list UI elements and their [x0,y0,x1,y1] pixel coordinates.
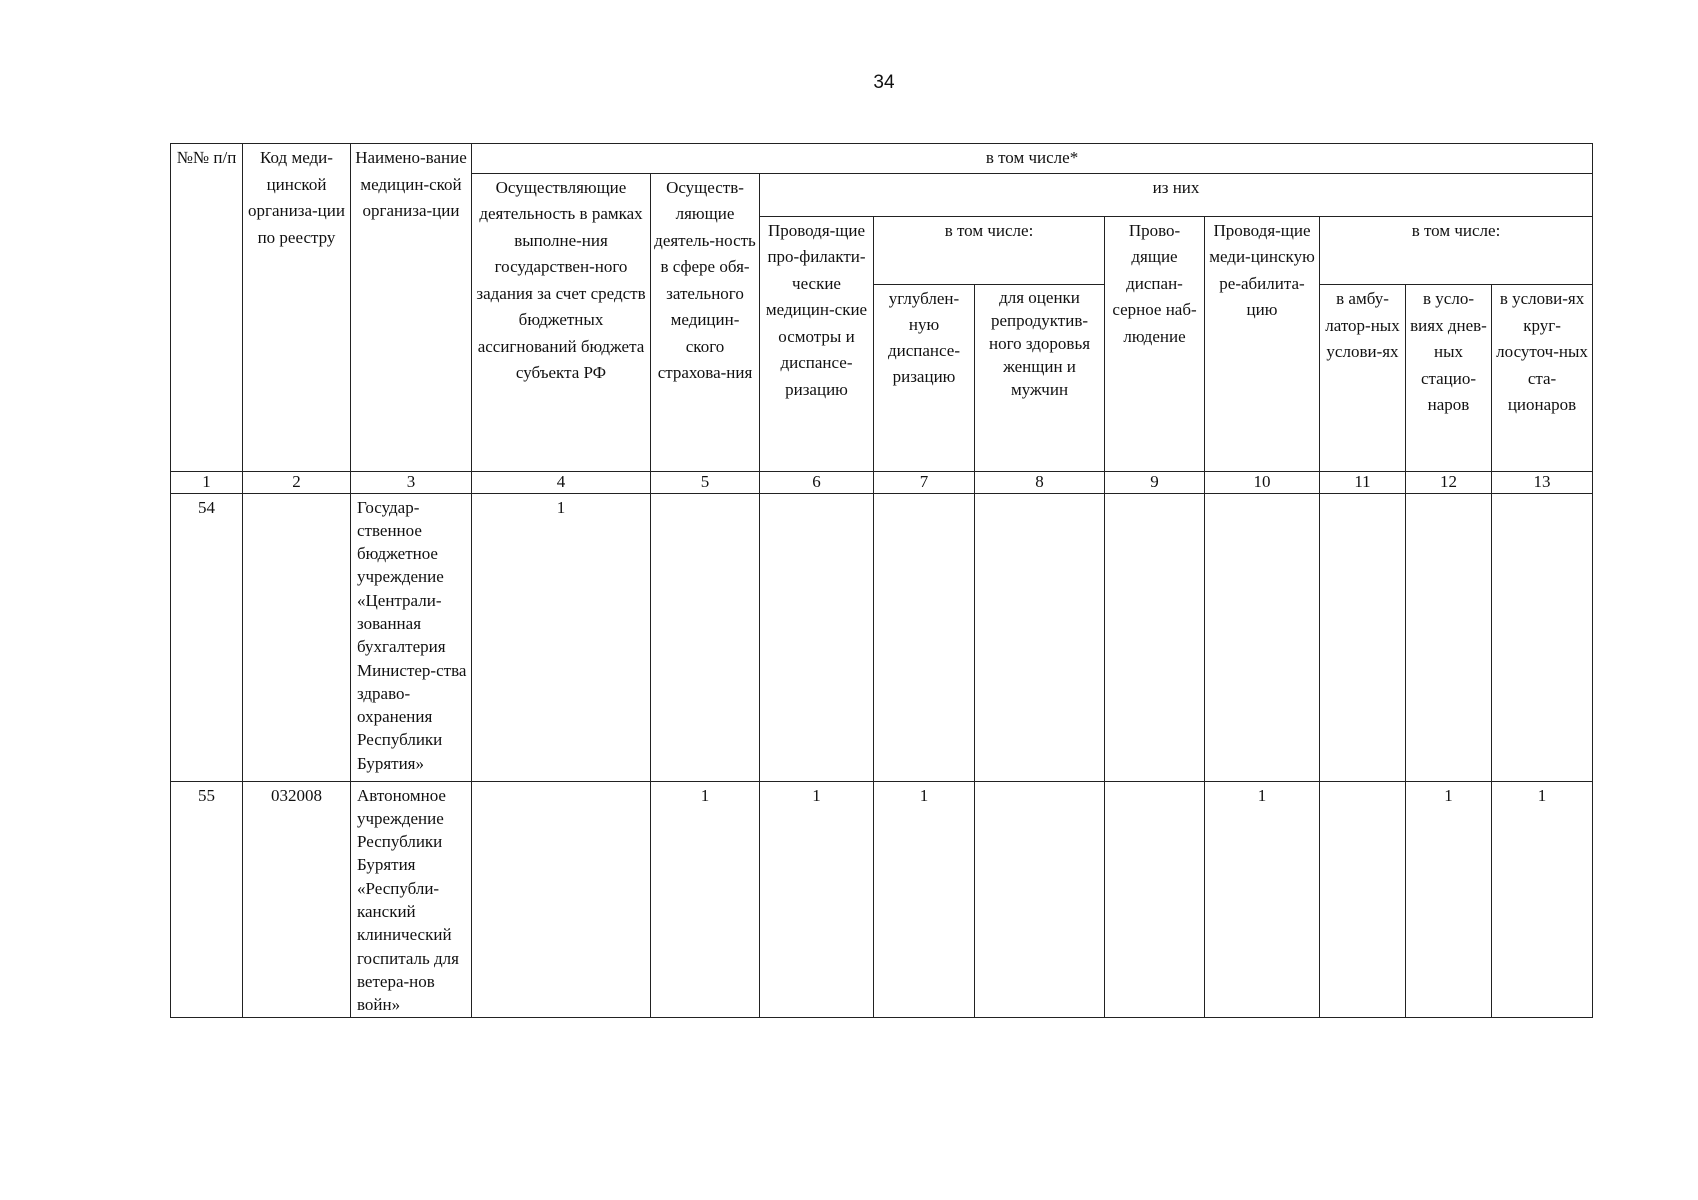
table-row [171,493,1593,781]
cell-outpatient [1320,493,1406,781]
header-registry-code: Код меди-цинской организа-ции по реестру [243,144,351,472]
header-state-assignment: Осуществляющие деятельность в рамках выполне-ния государствен-ного задания за счет средств бюджетных ассигнований бюджета субъекта РФ [472,173,651,471]
cell-oms: 1 [651,781,760,1018]
column-number: 11 [1320,471,1406,493]
cell-day-hospital [1406,493,1492,781]
header-reproductive-health: для оценки репродуктив-ного здоровья женщин и мужчин [975,285,1105,471]
header-preventive-exams-text: Проводя-щие про-филакти-ческие медицин-ские осмотры и диспансе-ризацию [765,220,868,399]
column-number: 3 [351,471,472,493]
header-preventive-exams [760,216,874,471]
cell-in-depth-screening [874,493,975,781]
registry-code [243,493,351,781]
column-number: 1 [171,471,243,493]
column-number: 7 [874,471,975,493]
page-number: 34 [873,72,895,93]
header-dispensary-observation: Прово-дящие диспан-серное наб-людение [1105,216,1205,471]
header-outpatient: в амбу-латор-ных услови-ях [1320,285,1406,471]
cell-24h-hospital: 1 [1492,781,1593,1018]
column-number: 5 [651,471,760,493]
header-including-1: в том числе: [874,216,1105,285]
cell-rehabilitation: 1 [1205,781,1320,1018]
column-number: 13 [1492,471,1593,493]
organization-name: Государ-ственное бюджетное учреждение «Централи-зованная бухгалтерия Министер-ства здраво-охранения Республики Бурятия» [351,493,472,781]
column-number: 10 [1205,471,1320,493]
column-number: 12 [1406,471,1492,493]
cell-oms [651,493,760,781]
cell-dispensary-observation [1105,781,1205,1018]
row-number: 55 [171,781,243,1018]
header-including-2: в том числе: [1320,216,1593,285]
cell-outpatient [1320,781,1406,1018]
cell-state-assignment: 1 [472,493,651,781]
cell-dispensary-observation [1105,493,1205,781]
header-oms: Осуществ-ляющие деятель-ность в сфере обя-зательного медицин-ского страхова-ния [651,173,760,471]
cell-state-assignment [472,781,651,1018]
cell-preventive-exams [760,493,874,781]
column-number: 8 [975,471,1105,493]
header-in-total: в том числе* [472,144,1593,174]
registry-code: 032008 [243,781,351,1018]
header-day-hospital: в усло-виях днев-ных стацио-наров [1406,285,1492,471]
cell-reproductive-health [975,493,1105,781]
header-24h-hospital: в услови-ях круг-лосуточ-ных ста-ционаров [1492,285,1593,471]
row-number: 54 [171,493,243,781]
cell-preventive-exams: 1 [760,781,874,1018]
header-rehabilitation: Проводя-щие меди-цинскую ре-абилита-цию [1205,216,1320,471]
cell-rehabilitation [1205,493,1320,781]
header-in-depth-screening: углублен-ную диспансе-ризацию [874,285,975,471]
organizations-table [170,143,1593,1018]
cell-reproductive-health [975,781,1105,1018]
header-of-them: из них [760,173,1593,216]
column-number: 2 [243,471,351,493]
header-row-number: №№ п/п [171,144,243,472]
cell-in-depth-screening: 1 [874,781,975,1018]
cell-day-hospital: 1 [1406,781,1492,1018]
organization-name: Автономное учреждение Республики Бурятия «Республи-канский клинический госпиталь для ветера-нов войн» [351,781,472,1018]
header-organization-name: Наимено-вание медицин-ской организа-ции [351,144,472,472]
column-number: 4 [472,471,651,493]
column-number: 6 [760,471,874,493]
cell-24h-hospital [1492,493,1593,781]
column-number: 9 [1105,471,1205,493]
table-row [171,781,1593,1018]
